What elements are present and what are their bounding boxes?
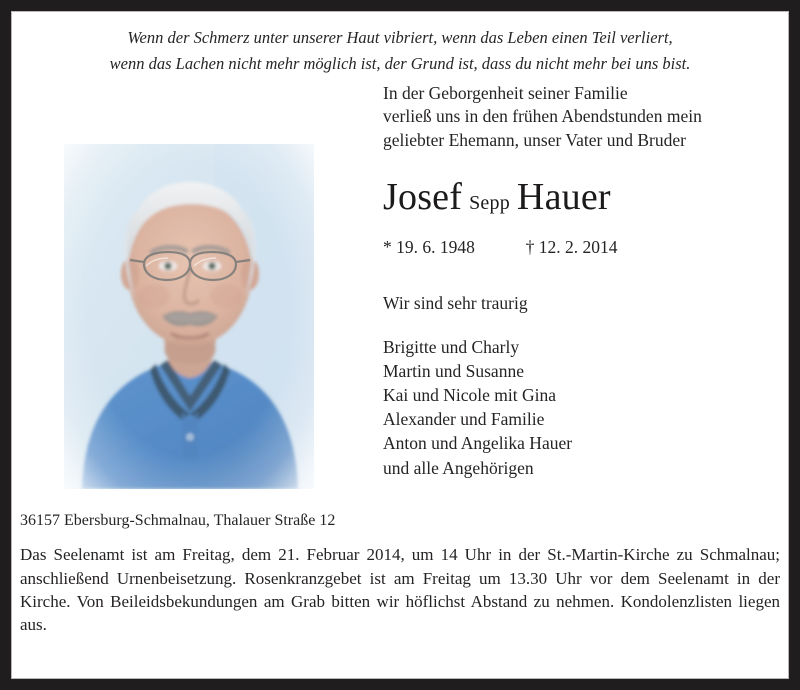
death-symbol: † [525, 236, 535, 257]
nickname: Sepp [469, 191, 510, 214]
mourner-line: Brigitte und Charly [383, 336, 520, 357]
last-name: Hauer [516, 175, 611, 218]
portrait-illustration [64, 144, 314, 489]
intro-line-3: geliebter Ehemann, unser Vater und Bruder [383, 129, 686, 150]
announcement-text [383, 82, 774, 480]
portrait-photo [64, 144, 314, 489]
verse-line-1: Wenn der Schmerz unter unserer Haut vibriert, wenn das Leben einen Teil verliert, [127, 28, 673, 47]
mourners-list [383, 335, 774, 480]
life-dates [383, 237, 774, 258]
verse-line-2: wenn das Lachen nicht mehr möglich ist, der Grund ist, dass du nicht mehr bei uns bist. [109, 53, 691, 73]
intro-text [383, 82, 774, 152]
mourner-line: Kai und Nicole mit Gina [383, 385, 557, 406]
portrait-image [64, 144, 314, 489]
birth-date: 19. 6. 1948 [396, 236, 475, 257]
notice-content [11, 11, 789, 679]
memorial-verse [20, 25, 780, 76]
intro-line-2: verließ uns in den frühen Abendstunden mein [383, 106, 702, 127]
mourner-line: Martin und Susanne [383, 361, 524, 382]
address-line: 36157 Ebersburg-Schmalnau, Thalauer Straße 12 [20, 512, 336, 530]
death-date: 12. 2. 2014 [538, 236, 618, 257]
birth-symbol: * [383, 236, 392, 257]
first-name: Josef [383, 175, 463, 218]
deceased-name [383, 175, 774, 218]
main-section [20, 76, 780, 496]
mourner-line: Alexander und Familie [383, 409, 545, 430]
service-details: Das Seelenamt ist am Freitag, dem 21. Februar 2014, um 14 Uhr in der St.-Martin-Kirche zu Schmalnau; anschließend Urnenbeisetzung. Rosenkranzgebet ist am Freitag um 13.30 Uhr vor dem Seelenamt in der Kirche. Von Beileidsbekundungen am Grab bitten wir höflichst Abstand zu nehmen. Kondolenzlisten liegen aus. [20, 545, 780, 635]
intro-line-1: In der Geborgenheit seiner Familie [383, 83, 628, 104]
mourner-line: Anton und Angelika Hauer [383, 433, 573, 454]
grief-line: Wir sind sehr traurig [383, 292, 528, 313]
mourner-line: und alle Angehörigen [383, 457, 534, 478]
